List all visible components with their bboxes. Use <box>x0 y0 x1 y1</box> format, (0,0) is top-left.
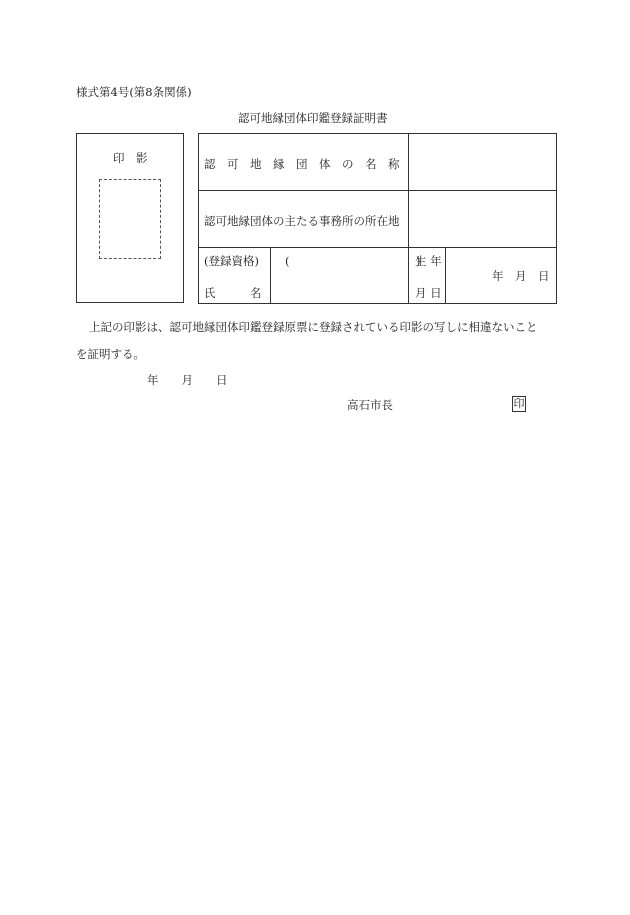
column-divider <box>445 247 446 303</box>
person-name-label: 氏 名 <box>204 286 262 300</box>
official-seal-mark: 印 <box>513 397 525 410</box>
office-address-label: 認可地縁団体の主たる事務所の所在地 <box>204 214 400 228</box>
certification-text-line2: を証明する。 <box>76 347 145 361</box>
birth-date-field: 年 月 日 <box>492 269 550 283</box>
group-name-label: 認 可 地 縁 団 体 の 名 称 <box>204 157 400 171</box>
seal-impression-area <box>99 179 161 259</box>
row-divider <box>199 190 556 191</box>
seal-impression-label: 印 影 <box>113 151 148 165</box>
certification-text-line1: 上記の印影は、認可地縁団体印鑑登録原票に登録されている印影の写しに相違ないこと <box>89 320 538 334</box>
qualification-label: (登録資格) <box>204 254 259 268</box>
document-title: 認可地縁団体印鑑登録証明書 <box>238 111 388 125</box>
qualification-paren: ( ) <box>285 254 421 268</box>
column-divider <box>408 134 409 247</box>
row-divider <box>199 247 556 248</box>
issue-date: 年 月 日 <box>147 373 228 387</box>
column-divider <box>270 247 271 303</box>
form-number: 様式第4号(第8条関係) <box>76 85 192 99</box>
birth-date-label-top: 生 年 <box>415 254 442 268</box>
birth-date-label-bottom: 月 日 <box>415 286 442 300</box>
issuer-name: 高石市長 <box>347 398 393 412</box>
